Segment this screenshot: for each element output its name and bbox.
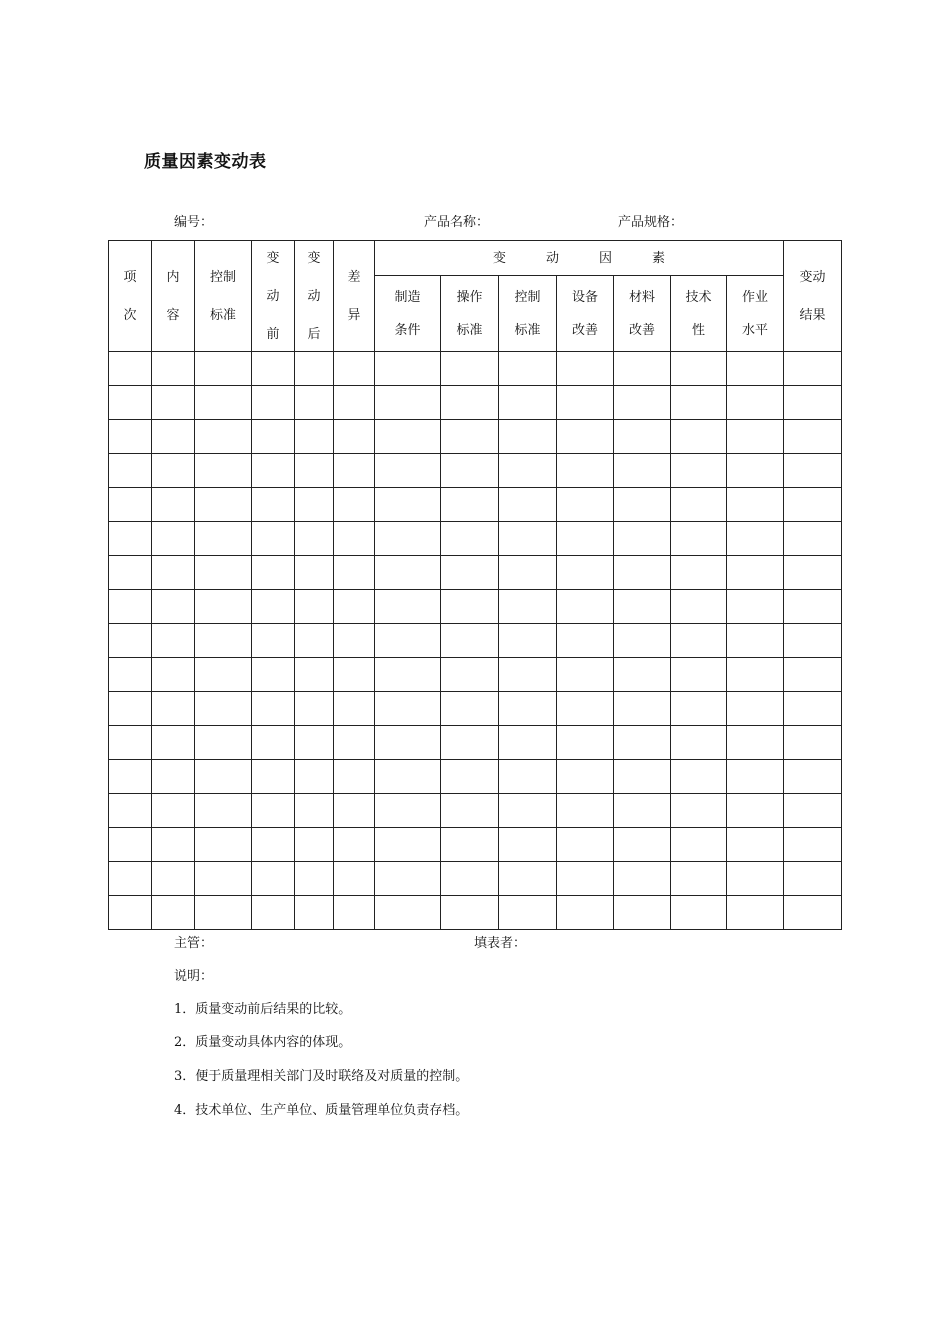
table-cell[interactable]	[499, 760, 557, 794]
notes-label: 说明：	[174, 969, 214, 984]
table-row	[109, 896, 842, 930]
table-cell[interactable]	[295, 488, 334, 522]
table-cell[interactable]	[152, 420, 195, 454]
table-cell[interactable]	[334, 454, 375, 488]
table-cell[interactable]	[557, 624, 614, 658]
table-cell[interactable]	[109, 488, 152, 522]
table-cell[interactable]	[784, 726, 842, 760]
table-cell[interactable]	[375, 590, 441, 624]
table-cell[interactable]	[109, 794, 152, 828]
table-cell[interactable]	[614, 658, 671, 692]
header-control-standard: 控制 标准	[195, 241, 252, 352]
table-cell[interactable]	[557, 352, 614, 386]
table-cell[interactable]	[375, 692, 441, 726]
table-cell[interactable]	[195, 522, 252, 556]
table-row	[109, 556, 842, 590]
header-factor-manufacturing: 制造 条件	[375, 276, 441, 352]
table-cell[interactable]	[727, 556, 784, 590]
table-row	[109, 658, 842, 692]
table-cell[interactable]	[252, 386, 295, 420]
table-cell[interactable]	[334, 896, 375, 930]
table-cell[interactable]	[252, 454, 295, 488]
table-cell[interactable]	[195, 556, 252, 590]
table-cell[interactable]	[727, 692, 784, 726]
table-cell[interactable]	[441, 828, 499, 862]
table-row	[109, 522, 842, 556]
table-cell[interactable]	[295, 760, 334, 794]
table-cell[interactable]	[195, 624, 252, 658]
table-cell[interactable]	[671, 624, 727, 658]
table-cell[interactable]	[557, 658, 614, 692]
header-factor-equipment: 设备 改善	[557, 276, 614, 352]
table-cell[interactable]	[375, 896, 441, 930]
table-cell[interactable]	[152, 862, 195, 896]
table-cell[interactable]	[252, 692, 295, 726]
table-cell[interactable]	[614, 590, 671, 624]
table-cell[interactable]	[334, 522, 375, 556]
table-cell[interactable]	[252, 420, 295, 454]
header-before-change: 变 动 前	[252, 241, 295, 352]
table-cell[interactable]	[557, 488, 614, 522]
table-cell[interactable]	[334, 556, 375, 590]
table-cell[interactable]	[295, 522, 334, 556]
table-cell[interactable]	[727, 420, 784, 454]
table-cell[interactable]	[375, 386, 441, 420]
table-cell[interactable]	[671, 590, 727, 624]
table-cell[interactable]	[152, 896, 195, 930]
table-cell[interactable]	[499, 794, 557, 828]
table-cell[interactable]	[499, 352, 557, 386]
table-cell[interactable]	[252, 522, 295, 556]
note-item: 3．便于质量理相关部门及时联络及对质量的控制。	[174, 1069, 469, 1084]
table-cell[interactable]	[671, 828, 727, 862]
table-cell[interactable]	[614, 828, 671, 862]
table-cell[interactable]	[252, 896, 295, 930]
table-cell[interactable]	[784, 420, 842, 454]
table-cell[interactable]	[195, 862, 252, 896]
table-cell[interactable]	[441, 420, 499, 454]
table-cell[interactable]	[727, 624, 784, 658]
table-cell[interactable]	[195, 658, 252, 692]
table-cell[interactable]	[441, 726, 499, 760]
table-cell[interactable]	[499, 862, 557, 896]
table-cell[interactable]	[557, 726, 614, 760]
table-cell[interactable]	[499, 896, 557, 930]
table-cell[interactable]	[614, 352, 671, 386]
table-cell[interactable]	[295, 556, 334, 590]
table-cell[interactable]	[784, 624, 842, 658]
table-cell[interactable]	[784, 794, 842, 828]
table-cell[interactable]	[109, 386, 152, 420]
table-cell[interactable]	[557, 896, 614, 930]
table-cell[interactable]	[109, 726, 152, 760]
table-cell[interactable]	[109, 556, 152, 590]
number-label: 编号：	[174, 215, 214, 230]
table-cell[interactable]	[671, 726, 727, 760]
table-cell[interactable]	[109, 590, 152, 624]
table-cell[interactable]	[784, 352, 842, 386]
table-cell[interactable]	[109, 352, 152, 386]
table-cell[interactable]	[727, 828, 784, 862]
table-cell[interactable]	[252, 556, 295, 590]
table-cell[interactable]	[334, 862, 375, 896]
table-cell[interactable]	[195, 386, 252, 420]
table-cell[interactable]	[375, 488, 441, 522]
header-after-change: 变 动 后	[295, 241, 334, 352]
table-cell[interactable]	[727, 386, 784, 420]
header-change-factors: 变 动 因 素	[375, 241, 784, 276]
table-row	[109, 624, 842, 658]
table-cell[interactable]	[152, 624, 195, 658]
table-cell[interactable]	[195, 352, 252, 386]
table-cell[interactable]	[375, 420, 441, 454]
table-cell[interactable]	[295, 828, 334, 862]
table-cell[interactable]	[152, 658, 195, 692]
note-item: 2．质量变动具体内容的体现。	[174, 1035, 352, 1050]
table-cell[interactable]	[557, 862, 614, 896]
table-cell[interactable]	[727, 794, 784, 828]
table-cell[interactable]	[152, 352, 195, 386]
product-spec-label: 产品规格：	[618, 215, 684, 230]
table-cell[interactable]	[727, 454, 784, 488]
header-factor-technical: 技术 性	[671, 276, 727, 352]
table-cell[interactable]	[295, 692, 334, 726]
table-cell[interactable]	[152, 692, 195, 726]
table-cell[interactable]	[784, 760, 842, 794]
table-cell[interactable]	[334, 794, 375, 828]
table-cell[interactable]	[152, 590, 195, 624]
table-row	[109, 828, 842, 862]
table-cell[interactable]	[152, 760, 195, 794]
table-cell[interactable]	[195, 828, 252, 862]
table-cell[interactable]	[295, 386, 334, 420]
table-cell[interactable]	[295, 862, 334, 896]
table-cell[interactable]	[614, 488, 671, 522]
table-cell[interactable]	[784, 454, 842, 488]
table-cell[interactable]	[784, 386, 842, 420]
table-cell[interactable]	[109, 862, 152, 896]
table-cell[interactable]	[295, 590, 334, 624]
table-cell[interactable]	[671, 454, 727, 488]
table-cell[interactable]	[441, 454, 499, 488]
table-cell[interactable]	[334, 692, 375, 726]
table-cell[interactable]	[441, 386, 499, 420]
table-cell[interactable]	[152, 828, 195, 862]
table-cell[interactable]	[499, 658, 557, 692]
table-cell[interactable]	[441, 794, 499, 828]
table-cell[interactable]	[727, 590, 784, 624]
table-cell[interactable]	[727, 522, 784, 556]
table-cell[interactable]	[614, 522, 671, 556]
table-cell[interactable]	[784, 488, 842, 522]
table-cell[interactable]	[441, 352, 499, 386]
table-cell[interactable]	[109, 828, 152, 862]
table-cell[interactable]	[195, 488, 252, 522]
table-cell[interactable]	[152, 454, 195, 488]
table-cell[interactable]	[671, 862, 727, 896]
table-cell[interactable]	[727, 862, 784, 896]
table-cell[interactable]	[441, 590, 499, 624]
table-cell[interactable]	[334, 386, 375, 420]
table-row	[109, 352, 842, 386]
table-cell[interactable]	[784, 828, 842, 862]
table-cell[interactable]	[295, 658, 334, 692]
page-title: 质量因素变动表	[144, 152, 267, 172]
table-cell[interactable]	[671, 488, 727, 522]
table-cell[interactable]	[375, 794, 441, 828]
table-cell[interactable]	[614, 454, 671, 488]
table-cell[interactable]	[252, 352, 295, 386]
table-cell[interactable]	[671, 658, 727, 692]
table-cell[interactable]	[671, 794, 727, 828]
table-cell[interactable]	[252, 794, 295, 828]
table-cell[interactable]	[109, 692, 152, 726]
table-cell[interactable]	[557, 590, 614, 624]
table-cell[interactable]	[252, 590, 295, 624]
table-cell[interactable]	[727, 896, 784, 930]
header-factor-material: 材料 改善	[614, 276, 671, 352]
table-cell[interactable]	[499, 522, 557, 556]
table-cell[interactable]	[557, 522, 614, 556]
table-cell[interactable]	[375, 624, 441, 658]
table-cell[interactable]	[441, 862, 499, 896]
table-cell[interactable]	[375, 760, 441, 794]
table-cell[interactable]	[671, 420, 727, 454]
table-cell[interactable]	[557, 556, 614, 590]
table-cell[interactable]	[727, 352, 784, 386]
table-cell[interactable]	[295, 726, 334, 760]
table-cell[interactable]	[784, 896, 842, 930]
table-cell[interactable]	[441, 556, 499, 590]
table-row	[109, 590, 842, 624]
table-cell[interactable]	[499, 590, 557, 624]
table-cell[interactable]	[252, 828, 295, 862]
table-row	[109, 794, 842, 828]
table-cell[interactable]	[252, 624, 295, 658]
table-cell[interactable]	[441, 658, 499, 692]
table-row	[109, 726, 842, 760]
table-cell[interactable]	[557, 454, 614, 488]
table-cell[interactable]	[334, 658, 375, 692]
table-cell[interactable]	[499, 726, 557, 760]
table-cell[interactable]	[295, 454, 334, 488]
filler-label: 填表者：	[474, 936, 527, 951]
table-cell[interactable]	[152, 726, 195, 760]
table-cell[interactable]	[109, 522, 152, 556]
table-cell[interactable]	[557, 760, 614, 794]
table-cell[interactable]	[614, 556, 671, 590]
table-cell[interactable]	[152, 794, 195, 828]
table-cell[interactable]	[614, 896, 671, 930]
table-cell[interactable]	[784, 522, 842, 556]
table-cell[interactable]	[252, 760, 295, 794]
table-cell[interactable]	[252, 658, 295, 692]
header-change-result: 变动 结果	[784, 241, 842, 352]
table-cell[interactable]	[727, 726, 784, 760]
table-cell[interactable]	[671, 760, 727, 794]
table-cell[interactable]	[195, 794, 252, 828]
table-cell[interactable]	[334, 828, 375, 862]
table-cell[interactable]	[375, 862, 441, 896]
table-cell[interactable]	[727, 488, 784, 522]
table-row	[109, 420, 842, 454]
table-cell[interactable]	[295, 624, 334, 658]
note-item: 1．质量变动前后结果的比较。	[174, 1002, 352, 1017]
table-cell[interactable]	[441, 760, 499, 794]
table-cell[interactable]	[109, 896, 152, 930]
table-cell[interactable]	[557, 386, 614, 420]
table-cell[interactable]	[614, 794, 671, 828]
table-cell[interactable]	[441, 522, 499, 556]
table-cell[interactable]	[784, 556, 842, 590]
table-cell[interactable]	[152, 386, 195, 420]
table-cell[interactable]	[334, 726, 375, 760]
table-cell[interactable]	[152, 522, 195, 556]
table-cell[interactable]	[614, 692, 671, 726]
table-cell[interactable]	[195, 692, 252, 726]
table-cell[interactable]	[614, 386, 671, 420]
table-cell[interactable]	[195, 454, 252, 488]
table-cell[interactable]	[109, 454, 152, 488]
table-cell[interactable]	[499, 386, 557, 420]
table-cell[interactable]	[671, 352, 727, 386]
table-cell[interactable]	[784, 658, 842, 692]
table-cell[interactable]	[334, 352, 375, 386]
table-cell[interactable]	[499, 488, 557, 522]
table-row	[109, 386, 842, 420]
table-cell[interactable]	[334, 624, 375, 658]
table-cell[interactable]	[614, 420, 671, 454]
table-cell[interactable]	[195, 896, 252, 930]
table-cell[interactable]	[295, 352, 334, 386]
table-cell[interactable]	[375, 828, 441, 862]
table-cell[interactable]	[499, 556, 557, 590]
table-cell[interactable]	[375, 658, 441, 692]
table-cell[interactable]	[334, 590, 375, 624]
header-factor-operation: 操作 标准	[441, 276, 499, 352]
table-cell[interactable]	[375, 522, 441, 556]
table-cell[interactable]	[671, 556, 727, 590]
table-cell[interactable]	[614, 726, 671, 760]
header-content: 内 容	[152, 241, 195, 352]
table-cell[interactable]	[441, 488, 499, 522]
table-cell[interactable]	[671, 386, 727, 420]
table-cell[interactable]	[441, 624, 499, 658]
table-cell[interactable]	[499, 828, 557, 862]
table-cell[interactable]	[614, 760, 671, 794]
table-cell[interactable]	[375, 726, 441, 760]
table-cell[interactable]	[334, 420, 375, 454]
table-cell[interactable]	[295, 794, 334, 828]
table-cell[interactable]	[109, 658, 152, 692]
table-cell[interactable]	[671, 522, 727, 556]
table-cell[interactable]	[727, 658, 784, 692]
table-cell[interactable]	[109, 624, 152, 658]
product-name-label: 产品名称：	[424, 215, 490, 230]
table-cell[interactable]	[671, 896, 727, 930]
table-cell[interactable]	[557, 692, 614, 726]
table-cell[interactable]	[152, 488, 195, 522]
table-cell[interactable]	[727, 760, 784, 794]
table-cell[interactable]	[499, 420, 557, 454]
table-cell[interactable]	[109, 420, 152, 454]
table-cell[interactable]	[195, 726, 252, 760]
table-row	[109, 488, 842, 522]
note-item: 4．技术单位、生产单位、质量管理单位负责存档。	[174, 1103, 469, 1118]
table-cell[interactable]	[334, 488, 375, 522]
table-cell[interactable]	[109, 760, 152, 794]
table-cell[interactable]	[499, 692, 557, 726]
table-cell[interactable]	[499, 624, 557, 658]
table-row	[109, 454, 842, 488]
table-cell[interactable]	[152, 556, 195, 590]
table-row	[109, 692, 842, 726]
table-cell[interactable]	[375, 556, 441, 590]
table-cell[interactable]	[195, 420, 252, 454]
table-cell[interactable]	[252, 862, 295, 896]
table-cell[interactable]	[375, 352, 441, 386]
table-cell[interactable]	[557, 794, 614, 828]
table-cell[interactable]	[671, 692, 727, 726]
header-difference: 差 异	[334, 241, 375, 352]
table-cell[interactable]	[252, 488, 295, 522]
header-factor-work-level: 作业 水平	[727, 276, 784, 352]
table-cell[interactable]	[195, 590, 252, 624]
table-cell[interactable]	[784, 692, 842, 726]
supervisor-label: 主管：	[174, 936, 214, 951]
table-cell[interactable]	[614, 624, 671, 658]
table-cell[interactable]	[295, 896, 334, 930]
table-cell[interactable]	[295, 420, 334, 454]
table-cell[interactable]	[334, 760, 375, 794]
table-row	[109, 862, 842, 896]
table-cell[interactable]	[375, 454, 441, 488]
table-row	[109, 760, 842, 794]
header-factor-control: 控制 标准	[499, 276, 557, 352]
table-cell[interactable]	[784, 590, 842, 624]
table-cell[interactable]	[195, 760, 252, 794]
table-cell[interactable]	[252, 726, 295, 760]
header-item-no: 项 次	[109, 241, 152, 352]
table-cell[interactable]	[784, 862, 842, 896]
quality-factor-table	[108, 240, 842, 930]
table-cell[interactable]	[557, 420, 614, 454]
table-cell[interactable]	[557, 828, 614, 862]
table-cell[interactable]	[499, 454, 557, 488]
table-cell[interactable]	[614, 862, 671, 896]
table-cell[interactable]	[441, 692, 499, 726]
table-cell[interactable]	[441, 896, 499, 930]
